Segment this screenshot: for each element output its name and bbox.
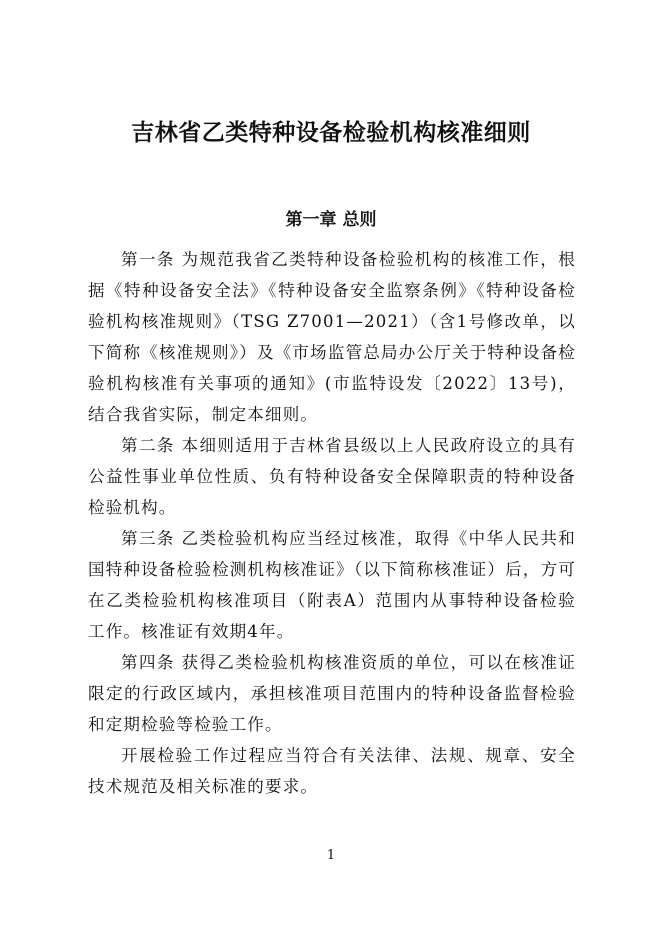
paragraph-article-3: 第三条 乙类检验机构应当经过核准，取得《中华人民共和国特种设备检验检测机构核准证》（以下简称核准证）后，方可在乙类检验机构核准项目（附表A）范围内从事特种设备检验工作。核准证有效期4年。: [88, 529, 576, 641]
page-number: 1: [326, 848, 336, 863]
paragraph-article-2: 第二条 本细则适用于吉林省县级以上人民政府设立的具有公益性事业单位性质、负有特种设备安全保障职责的特种设备检验机构。: [88, 436, 576, 517]
document-title: 吉林省乙类特种设备检验机构核准细则: [131, 119, 531, 146]
paragraph-article-4-continued: 开展检验工作过程应当符合有关法律、法规、规章、安全技术规范及相关标准的要求。: [88, 746, 576, 796]
paragraph-article-4: 第四条 获得乙类检验机构核准资质的单位，可以在核准证限定的行政区域内，承担核准项目范围内的特种设备监督检验和定期检验等检验工作。: [88, 653, 576, 734]
document-body: [88, 244, 576, 802]
chapter-heading: 第一章 总则: [285, 210, 377, 230]
paragraph-article-1: 第一条 为规范我省乙类特种设备检验机构的核准工作，根据《特种设备安全法》《特种设备安全监察条例》《特种设备检验机构核准规则》（TSG Z7001—2021）（含1号修改单，以下简称《核准规则》）及《市场监管总局办公厅关于特种设备检验机构核准有关事项的通知》(市监特设发〔2022〕13号)，结合我省实际，制定本细则。: [88, 250, 576, 424]
